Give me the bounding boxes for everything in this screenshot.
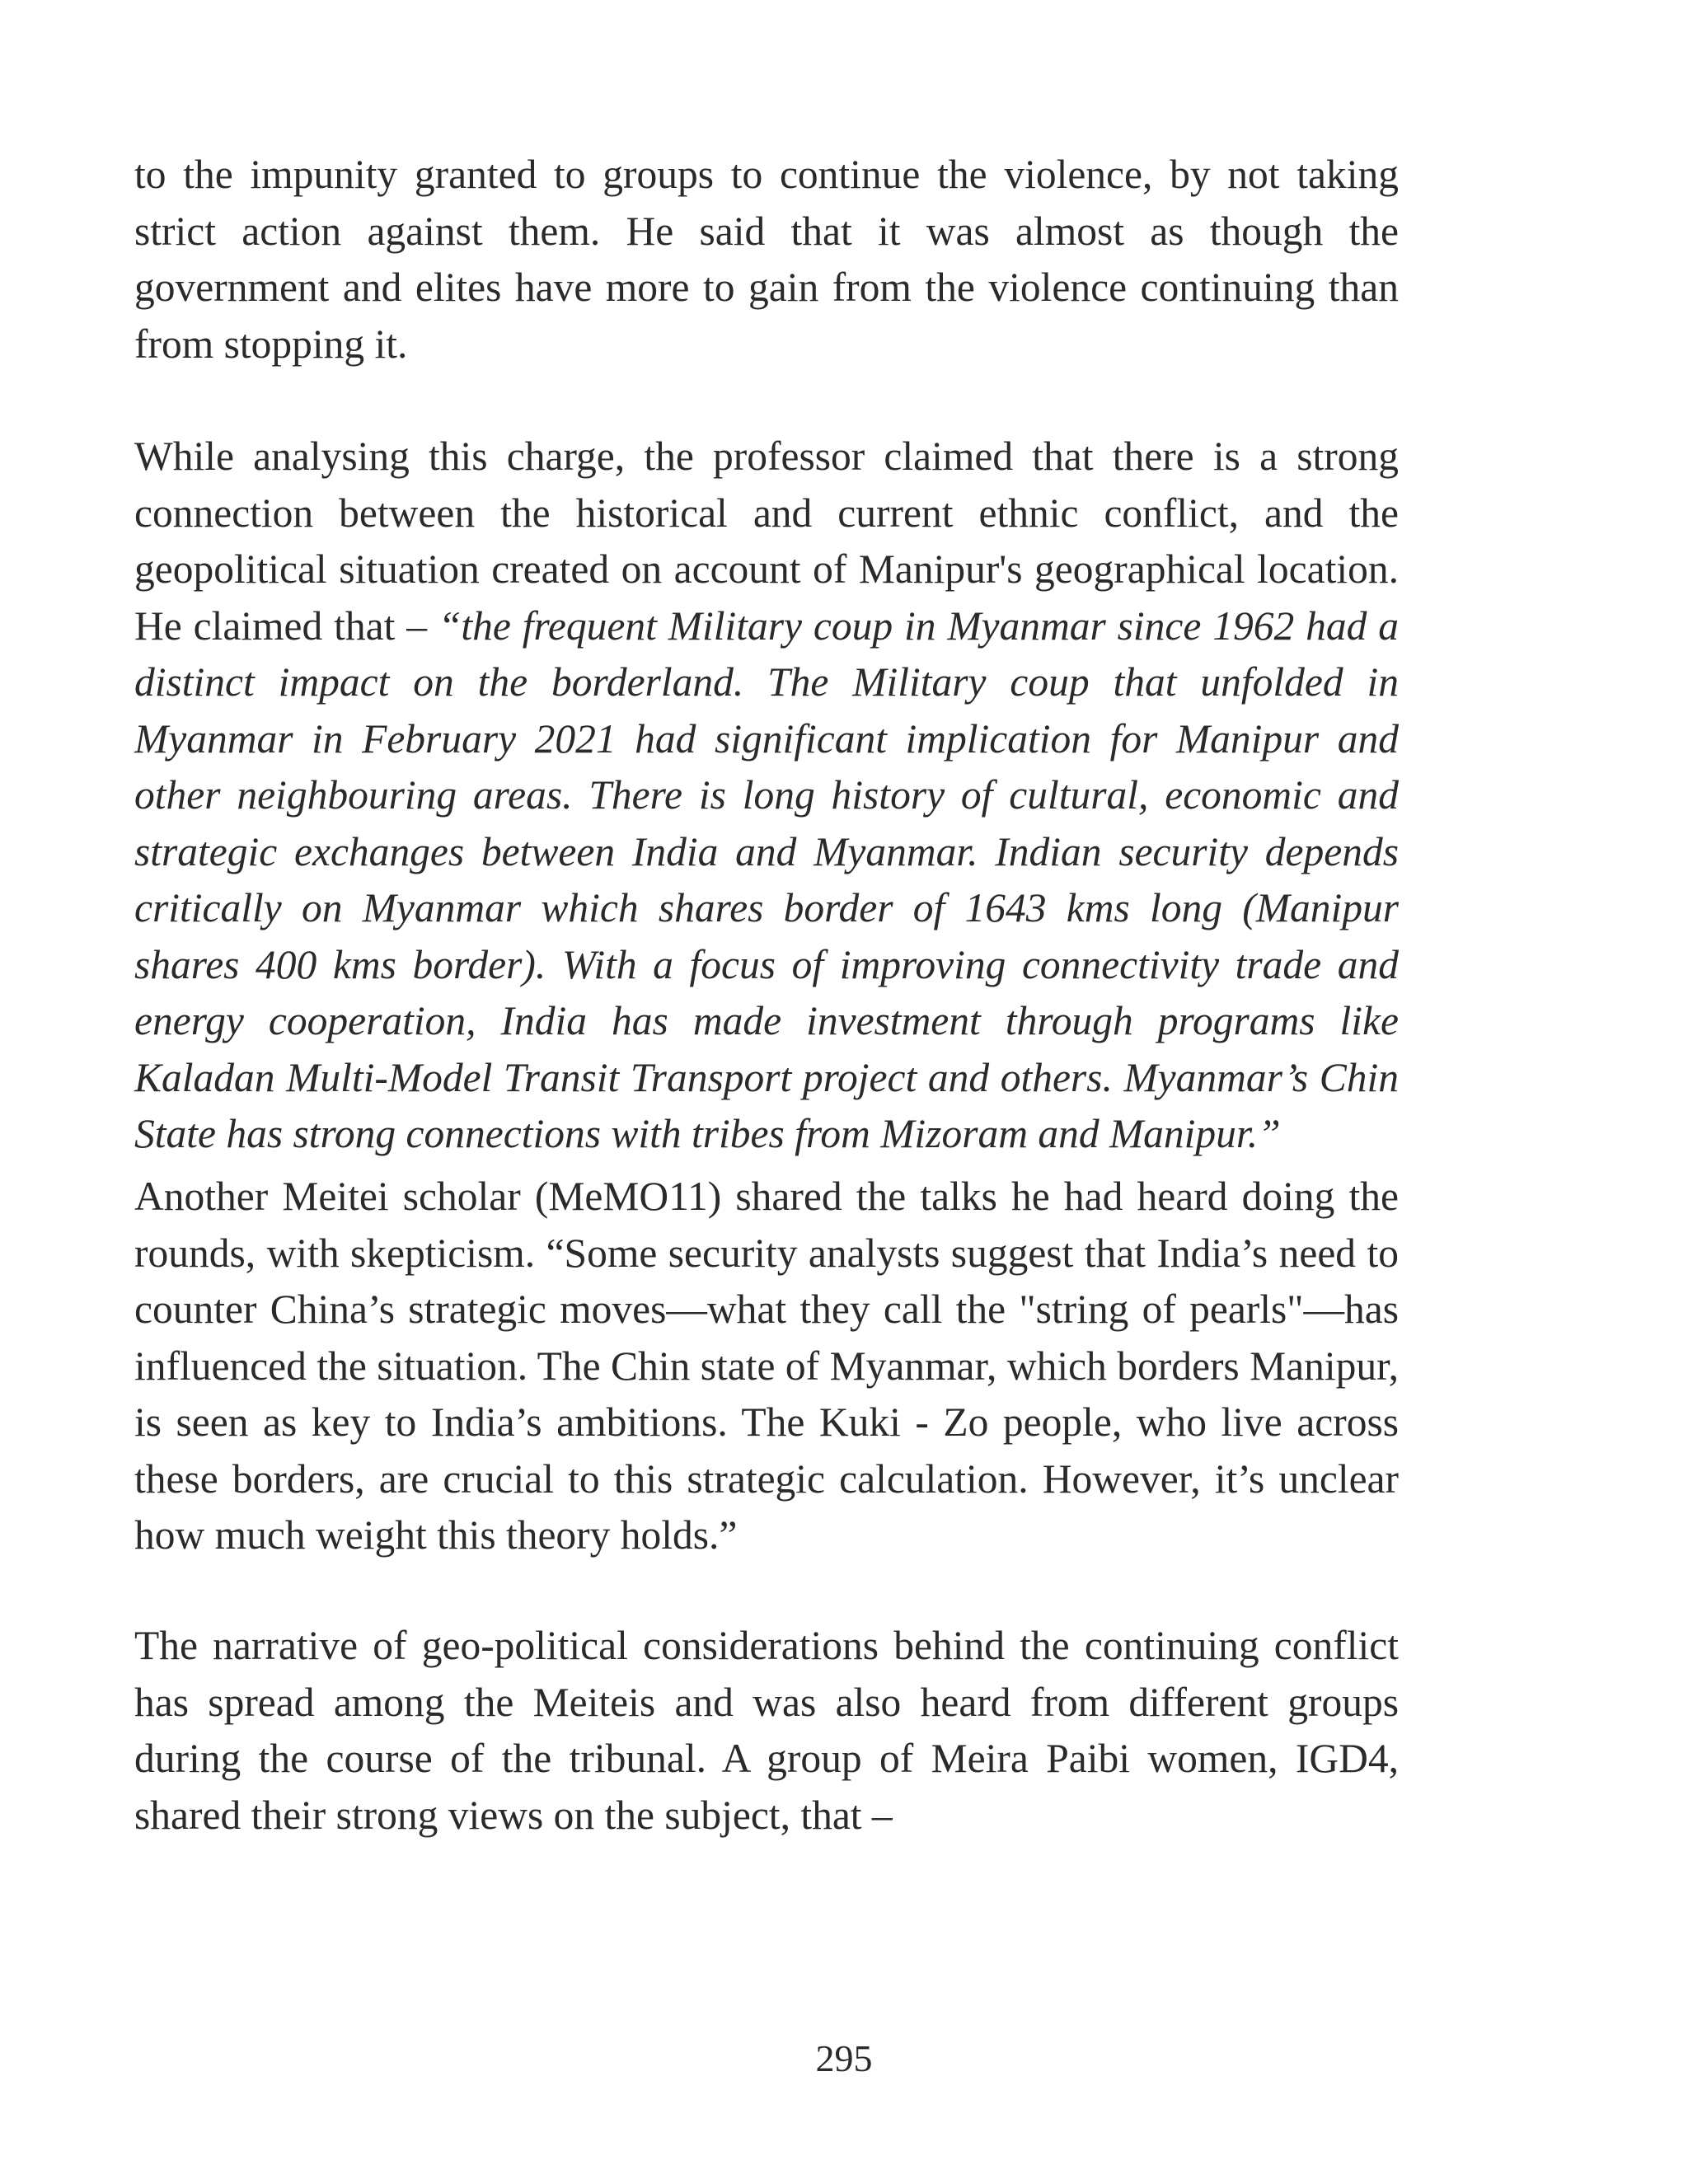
paragraph-geopolitical-analysis bbox=[134, 429, 1399, 1163]
paragraph-impunity: to the impunity granted to groups to continue the violence, by not taking strict action against them. He said that it was almost as though the government and elites have more to gain from the violence continuing than from stopping it. bbox=[134, 152, 1399, 367]
page-number: 295 bbox=[815, 2037, 873, 2079]
paragraph-lead-text: While analysing this charge, the professor claimed that there is a strong connection between the historical and current ethnic conflict, and the geopolitical situation created on account of Manipur's geographical location. He claimed that – bbox=[134, 434, 1399, 649]
paragraph-meitei-scholar: Another Meitei scholar (MeMO11) shared the talks he had heard doing the rounds, with skepticism. “Some security analysts suggest that India’s need to counter China’s strategic moves—what they call the "string of pearls"—has influenced the situation. The Chin state of Myanmar, which borders Manipur, is seen as key to India’s ambitions. The Kuki - Zo people, who live across these borders, are crucial to this strategic calculation. However, it’s unclear how much weight this theory holds.” bbox=[134, 1174, 1399, 1558]
paragraph-narrative: The narrative of geo-political considerations behind the continuing conflict has spread among the Meiteis and was also heard from different groups during the course of the tribunal. A group of Meira Paibi women, IGD4, shared their strong views on the subject, that – bbox=[134, 1623, 1399, 1838]
italic-quote: “the frequent Military coup in Myanmar since 1962 had a distinct impact on the borderland. The Military coup that unfolded in Myanmar in February 2021 had significant implication for Manipur and other neighbouring areas. There is long history of cultural, economic and strategic exchanges between India and Myanmar. Indian security depends critically on Myanmar which shares border of 1643 kms long (Manipur shares 400 kms border). With a focus of improving connectivity trade and energy cooperation, India has made investment through programs like Kaladan Multi-Model Transit Transport project and others. Myanmar’s Chin State has strong connections with tribes from Mizoram and Manipur.” bbox=[134, 602, 1399, 1156]
